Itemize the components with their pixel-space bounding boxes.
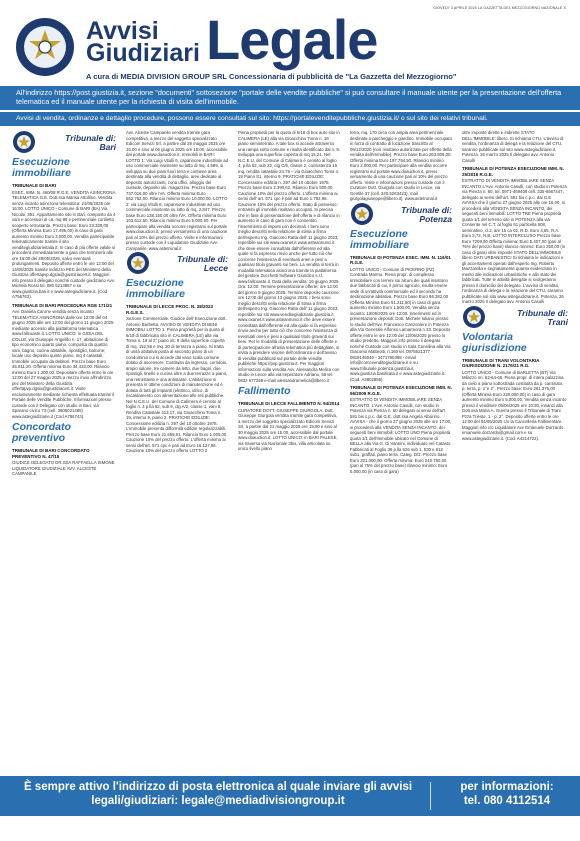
brand-line-avvisi: Avvisi [86, 17, 159, 45]
column-3 [238, 130, 340, 770]
column-1 [12, 130, 116, 770]
republic-seal-icon [14, 16, 76, 78]
notice-heading: TRIBUNALE DI LECCE PROC. N. 28/2023 R.G.E.S. [126, 304, 214, 315]
notice-body: ESEC. IMM. N. 460/08 R.G.E. VENDITA ASINCRONA TELEMATICA G.E. Dott.ssa Marisa Attollino. Vendita senza incanto asincrona telematica: 21/05/2025 ore 16:00. LOTTO UNICO - Comune di BARI (BA) Via Nicolai, 391. Appartamento sito in Bari, composto da 4 vani e accessori di ca. mq 98 e pertinenziale cortiletto scoperto retrostante. Prezzo base: Euro 23.328,00 (Offerta Minima Euro 17.496,00) in caso di gara aumento minimo Euro 3.000,00. Vendita partecipabile telematicamente tramite il sito venditegiudiziarieitalia.it. In caso di più offerte valide si procederà immediatamente a gara che terminerà alle ore 16:00 del 28/05/2025, salvo eventuali prolungamenti. Deposito offerte entro le ore 12:00 del 14/05/2025 tramite indirizzo PEC del Ministero della Giustizia offertapvp.dgsia@giustiziacert.it. Maggiori info presso il delegato nonché custode giudiziario Avv. Michela Rossi tel. 080 5213987 e su www.giustizia.bari.it e www.astegiudiziarie.it. (Cod A756763). [12, 189, 116, 299]
footer-banner [0, 776, 580, 816]
notice-columns [12, 130, 568, 770]
tribunale-header-bari [12, 132, 116, 154]
notice-heading: TRIBUNALE DI BARI CONCORDATO PREVENTIVO N. 47/15 [12, 448, 90, 459]
info-banner-manual: All'indirizzo https://post.giustizia.it, sezione "documenti" sottosezione "portale delle vendite pubbliche" si può consultare il manuale utente per la presentazione dell'offerta telematica ed il manuale utente per la richiesta di visita dell'immobile. [0, 86, 580, 110]
notice-body: oltre imposte dirette e indirette STATO DELL'IMMOBILE: libero. Si richiama CTU. L'avviso di vendita, l'ordinanza di delega e la relazione del CTU, saranno pubblicate sul sito www.astegiudiziarie.it. Potenza, 26 marzo 2025 Il delegato avv. Antonio Casulli [462, 130, 564, 163]
tribunale-seal-icon [350, 202, 374, 226]
footer-email-message: È sempre attivo l'indirizzo di posta elettronica al quale inviare gli avvisi legali/giudiziari: legale@mediadivisiongroup.it [23, 781, 413, 807]
column-5 [462, 130, 568, 770]
tribunale-label [517, 309, 568, 327]
brand-avvisi-giudiziari [86, 17, 200, 67]
footer-info-label: per informazioni: [460, 781, 554, 793]
notice-body: ESTRATTO DI VENDITA IMMOBILIARE SENZA INCANTO L'Avv. Antonio Casulli, con studio in Potenza via Pienza n. 60, tel. 0971-469408 cell. 335-6667447, delegato ai sensi dell'art. 591 bis c.p.c. dal G.E. AVVISA che il giorno 27 giugno 2025 alle ore 16,00, si procederà alla VENDITA SENZA INCANTO, dei seguenti beni immobili: LOTTO TRE Piena proprietà quota 1/1 del terreno sito in POTENZA alla via Consente nel C.T. al foglio 51 particella 608, seminativo, cl.2, are 15 ca 02, R.D. Euro 4,65, R.A. Euro 2,72, N.B. LOTTO INTERCLUSO Prezzo base Euro 7209,00 Offerta minima: Euro 5.407,00 (pari al 75% del prezzo base) rilancio minimo: Euro 250,00 (in caso di gara) oltre imposte STATO DELL'IMMOBILE libero DATI URBANISTICI Si richiama le indicazioni e gli accertamenti operati dall'esperto Ing. Roberto Mazzarella e segnatamente quanto evidenziato in merito alle indicazioni urbanistiche e allo stato dei fabbricati. Tutte le attività delegate si svolgeranno presso il domicilio del delegato. L'avviso di vendita, l'ordinanza di delega e la relazione del CTU, saranno pubblicate sul sito www.astegiudiziarie.it. Potenza, 26 marzo 2025 Il delegato avv. Antonio Casulli [462, 178, 567, 304]
notice-heading: TRIBUNALE DI BARI [12, 183, 56, 188]
column-2 [126, 130, 228, 770]
tribunale-prefix: Tribunale di: [65, 133, 116, 143]
tribunale-city: Trani [547, 316, 568, 327]
notice-heading: TRIBUNALE DI POTENZA ESECUZIONE IMM. N. 25/2016 R.G.E. [462, 166, 564, 177]
notice-heading: TRIBUNALE DI POTENZA ESECUZIONE IMM. N. 56/2009 R.G.E. [350, 385, 452, 396]
brand-line-giudiziari: Giudiziari [86, 39, 200, 67]
tribunale-seal-icon [12, 130, 36, 154]
footer-contact [448, 780, 566, 808]
notice-body: ESTRATTO DI VENDITA IMMOBILIARE SENZA INCANTO. L'Avv. Antonio Casulli, con studio in Potenza via Pienza n. 60 delegato ai sensi dell'art. 591 bis c.p.c. dal G.E. dott.ssa Angela Alborino. AVVISA - che il giorno 27 giugno 2025 alle ore 17:00, si procederà alla VENDITA SENZA INCANTO, dei seguenti beni immobili: LOTTO UNO Piena proprietà quota 1/1 dell'immobile ubicato nel Comune di BELLA alla Via G. Di Vannini, individuato nel Catasto Fabbricati al Foglio 36 p.lla 526 sub 1, 530 e 612 sub1, graffati, piano terra, Categ. D/2. Prezzo base Euro 321.000,00. Offerta minima: Euro 240.750,00 (pari al 75% del prezzo base) rilancio minimo: Euro 5.000,00 (in caso di gara) [350, 397, 452, 474]
brand-legale: Legale [206, 8, 378, 71]
footer-divider [430, 782, 431, 810]
info-banner-portal: Avvisi di vendita, ordinanze e dettaglio procedure, possono essere consultati sul sito: https://portalevenditepubbliche.giustizia.it/ o sul sito dei relativi tribunali. [0, 112, 580, 126]
notice-body: terra, mq. 170 circa con ampia area pertinenziale destinata a parcheggio e giardino. Immobile occupato in forza di contratto di locazione trascritto al 09/12/2020 (non risultano autorizzate per effetto della vendita dell'immobile). Prezzo base Euro 263.806,00. Offerta minima Euro 197.794,50. Rilancio minimo Euro 2.000,00. Per partecipare alla vendita occorre registrarsi sul portale www.doauction.it, previo versamento di una cauzione pari al 10% del prezzo offerto. Visite e informazioni presso custode con il Curatore Dott. Giurgola con studio in Lecce, via Gentile 37 (cell. 340.5263423), mail giurgolagiuseppe@libero.it), www.astetrunal.it [350, 130, 452, 201]
page-topline: GIOVEDI' 3 APRILE 2025 LA GAZZETTA DEL MEZZOGIORNO NAZIONALE X [433, 6, 566, 10]
section-title: Esecuzione immobiliare [350, 227, 409, 251]
notice-body: LOTTO UNICO - Comune di PICERNO (PZ) Contrada Marmo. Piena propr. di complesso immobiliare con terreni sui alcuni dei quali insistono due fabbricati di cui, il primo agricolo, risulta essere sede di un'attività commerciale ed il secondo ha destinazione abitativa. Prezzo base Euro 66.282,00 (Offerta Minima Euro 51.211,50) in caso di gara aumento minimo Euro 1.500,00. Vendita senza incanto: 13/06/2025 ore 12:00. Inserimenti ed in presentazione depositi: Dott. Michele Iuliano presso lo studio dell'Avv. Francesco Canzoniere in Potenza alla Via Generale Alfonso Lamarmora n.33. Deposito offerte entro le ore 12:00 del 12/06/2025 presso lo studio predetto. Maggiori info presso il delegato nonché Custode con studio in Sala Consilina alla Via Giacomo Matteotti, n.160 tel. 0975521377 - 0818146046 - 3471790398 - email info@corcevenditegiudiziarie.it e su www.tribunale.potenza.giustizia.it, www.giustizia.basilicata.it e www.astegiudiziarie.it. (Cod. A3802855). [350, 266, 451, 382]
tribunale-city: Bari [99, 142, 116, 152]
tribunale-label [177, 255, 228, 273]
notice-heading: TRIBUNALE DI LECCE FALLIMENTO N. 94/2014 [238, 401, 340, 406]
tribunale-seal-icon [126, 251, 150, 275]
tribunale-prefix: Tribunale di: [177, 254, 228, 264]
tribunale-label [401, 206, 452, 224]
notice-body: Avv. Daniela Carone vendita senza incanto TELEMATICA ASINCRONA dalle ore 12:00 del 04 giugno 2025 alle ore 12:00 del giorno 11 giugno 2025 mediante accesso alla piattaforma telematica www.fallcoaste.it. LOTTO UNICO: in GIOIA DEL COLLE, via Giuseppe Angelillo n. 17, abitazione di tipo economico quarto piano, composta da quattro vani, bagno, cucina abitabile, ripostiglio, balcone; locale uso deposito quinto piano, mq 4 catastali. Immobile occupato da debitori. Prezzo base Euro 45.911,20. Offerta minima Euro 34.433,00. Rilancio minimo Euro 1.200,00. Depositare offerta entro le ore 12:00 del 27 maggio 2025 a mezzo invio all'indirizzo pec del Ministero della Giustizia offertapvp.dgsia@giustiziacert.it. Visite esclusivamente mediante richiesta effettuata tramite il Portale delle Vendite Pubbliche. Informazioni presso custode con il Delegato con studio in Bari, via Sparano civico 73 (cell. 3806021485) www.astegiudiziarie.it (Cod A786743). [12, 309, 115, 419]
notice-body: Avv. Alceste Campanile vendita tramite gara competitiva, a mezzo del soggetto specializzato Edicom Servizi Srl, a partire dal 28 maggio 2025 ore 15.00 e sino al 06 giugno 2025 ore 15:00, accessibile dal portale www.doauction.it. Immobili in BARI: LOTTO 1: Via Luigi Vitulli 6, capannone industriale ad uso commerciale insistente su lotto di mq. 4.589, si sviluppa su due piani fuori terra e contiene area destinata alla vendita di dettaglio, aree dedicate al deposito autorizzanti, zona uffici, alloggio del custode, deposito olii, magazzino. Prezzo base Euro 737.016,00 oltre IVA. Offerta minima Euro 552.762,00. Rilancio minimo Euro 10.000,00. LOTTO 2: via Luigi Vitulli 6, capannone industriale ad uso commerciale insistente su lotto di mq. 2.847. Prezzo base Euro 138.150,00 oltre IVA. Offerta minima Euro 103.612,50. Rilancio minimo Euro 5.000,00. Per partecipare alla vendita occorre registrarsi sul portale www.doauction.it, previo versamento di una cauzione pari al 10% del prezzo offerto. Visite e informazioni presso custode con il Liquidatore Giudiziale Avv. Campanile, www.astetrunal.it [126, 130, 228, 251]
tribunale-header-trani [462, 307, 568, 329]
notice-body: GIUDICE DELEGATO DR.SSA RAFFAELLA SIMONE LIQUIDATORE GIUDIZIALE AVV. ALCESTE CAMPANILE [12, 460, 115, 476]
tribunale-city: Lecce [203, 263, 228, 273]
notice-heading: TRIBUNALE DI BARI PROCEDURA RGE 171/21 [12, 302, 113, 308]
footer-phone: tel. 080 4112514 [463, 795, 551, 807]
section-title: Esecuzione immobiliare [126, 277, 185, 300]
column-4 [350, 130, 452, 770]
notice-body: CURATORE DOTT. GIUSEPPE GIURGOLA. Dott. Giuseppe Giurgola vendita tramite gara competitiva, a mezzo del soggetto specializzato Edicom Servizi Srl, a partire dal 21 maggio 2025 ore 15.00 e sino al 30 maggio 2025 ore 15.00, accessibile dal portale www.doauction.it. LOTTO UNICO: in BARI PALESE, via traversa via Nazionale 3bis, villa articolata su unico livello piano [238, 407, 338, 451]
tribunale-label [65, 134, 116, 152]
masthead-subtitle: A cura di MEDIA DIVISION GROUP SRL Concessionaria di pubblicità de "La Gazzetta del Mezzogiorno" [86, 72, 457, 81]
tribunale-prefix: Tribunale di: [517, 307, 568, 318]
tribunale-prefix: Tribunale di: [401, 204, 452, 215]
tribunale-seal-icon [462, 305, 486, 329]
section-title: Concordato preventivo [12, 421, 71, 444]
notice-body: Sezione Commerciale. Giudice dell' Esecuzione dott. Antonio Barbetta. AVVISO DI VENDITA DI BENI IMMOBILI LOTTO 1. Piena proprietà per la quota di 6/18 di fabbricato sito in CALIMERA (LE) alla via Toma n. 19 al 2° piano int. 9 della superficie coperta di mq. 152,56 e mq. 30 di terrazza a piano. Si tratta di unità abitativa posta al secondo piano di un condominio cui si accede dal vano scala comune dotato di ascensore. Costituita da ingresso, corridoio, ampio salone, tre camere da letto, due bagni, due ripostigli, tinello e cucina oltre a due terrazze a piano, una retrostante e una antistante. L'abitazione si presenta in ottime condizioni di manutenzione ed è dotata di tutti gli impianti (elettrico, idrico, di riscaldamento con alimentazione alle reti pubbliche. Nel N.C.E.U. del Comune di Calimera è censito al foglio n. 4 p.lla 62, sub 9, ctg A/2, classe 1, vani 8, Rendita Catastale 413,17, via Gioacchino Toma n. 19, interno 9, piano 2. PRATICHE EDILIZIE: Concessione edilizia n. 297 del 10 ottobre 1978. L'immobile presenta difformità edilizie regolarizzabili. Prezzo base Euro 21.669,81. Rilancio Euro 1.000,00. Cauzione 10% del prezzo offerto. L'offerta minima ai sensi dell'art. 571 cpc è pari ad Euro 16.127,96. Cauzione 10% del prezzo offerto LOTTO 2 [126, 316, 228, 453]
tribunale-city: Potenza [419, 213, 452, 224]
notice-heading: TRIBUNALE DI POTENZA ESEC. IMM. N. 116/01 R.G.E. [350, 254, 451, 265]
tribunale-header-potenza [350, 204, 452, 226]
notice-body: Piena proprietà per la quota di 6/18 di box auto sito in CALIMERA (LE) alla via Gioacchino Toma n. 19 piano seminterrato. A tale box si accede attraverso una rampa sotto comune e risulta identificato dal n. 9. Sviluppa una superficie coperta di mq 15,21. Nel N.C.E.U. del Comune di Calimera è censito al foglio 4, p.lla 62, sub 22, ctg C/6, classe 2, consistenza 16 mq, rendita catastale 24,79 – via Gioacchino Toma n. 19 Piano S1, interno 9. PRATICHE EDILIZIE: Concessione edilizia n. 297 del 10 ottobre 1978. Prezzo base Euro 2.390,62. Rilancio Euro 500,00. Cauzione 10% del prezzo offerto. L'offerta minima ai sensi dell' art. 571 cpc è pari ad Euro 1.792,96. Cauzione 10% del prezzo offerto. Stato di possesso: entrambi gli immobili risultano occupati. Si precisa che in fase di presentazione dell'offerta e di rilancio in aumento in caso di gara non è consentito l'inserimento di importi con decimali. I beni sono meglio descritti nella relazione di stima a firma dell'esperto Ing. Giacomo Ratta dell' 11 giugno 2023, reperibile sui siti www.oxanet.it www.asteannunci.it che deve essere consultata dall'offerente ed alla quale si fa espresso rinvio anche per tutto ciò che concerne l'esistenza di eventuali oneri e pesi a qualsiasi titolo gravanti sui beni. La vendita si terrà in modalità telematica asincrona tramite la piattaforma del gestore Zucchetti Software Giuridico s.r.l. www.fallcoaste.it. Data della vendita: 16 giugno 2025 Ora: 12:00. Termine presentazione offerte: ore 12:00 del giorno 9 giugno 2025. Termine deposito cauzione: ore 12:00 del giorno 13 giugno 2025. I beni sono meglio descritti nella relazione di stima a firma dell'esperto Ing. Giacomo Ratta dell' 11 giugno 2023, reperibile sui siti www.venditegiudiziarie.giustizia.it www.oxanet.it www.asteannunci.it che deve essere consultata dall'offerente ed alla quale si fa espresso rinvio anche per tutto ciò che concerne l'esistenza di eventuali oneri e pesi a qualsiasi titolo gravanti sui beni. Per le modalità di presentazione delle offerte e di partecipazione all'asta telematica più dettagliate, si invita a prendere visione dell'ordinanza e dell'avviso di vendita pubblicati sul portale delle vendite pubbliche https://pvp.giustizia.it. Per maggiori informazioni sulla vendita Avv. Alessandra Melica con studio in Lecce alla via Imperatore Adriano, 58 tel. 0832 677299 e-mail alessandramelica@libero.it [238, 130, 340, 383]
notice-heading: TRIBUNALE DI TRANI VOLONTARIA GIURISDIZIONE N. 2176/21 R.G. [462, 357, 540, 368]
section-title: Esecuzione immobiliare [12, 156, 71, 179]
section-title: Volontaria giurisdizione [462, 330, 527, 354]
notice-body: LOTTO UNICO - Comune di BARLETTA (BT) Via Milazzo nn. 62-64-66. Piena propr. di intera palazzina da cielo a piano sottostrada costituita da p. cantinato, p. terra, p. 1°e 2°. Prezzo base: Euro 261.375,00 (Offerta Minima Euro 220.000,00) in caso di gara aumento minimo Euro 5.000,00. Vendita senza incanto presso il venditore 05/06/2025 ore 10:30, innanzi alla Dott.ssa Maria A. Guerra presso il Tribunale di Trani Pzza Trieste, 1 - p. 2°. Deposito offerte entro le ore 12:00 del 04/06/2025 c/o la Cancelleria Fallimentare. Maggiori info c/o Liquidatore Avv Emanuele Dorzardo emanuele.dorzardo@gmail.com e su www.astegiudiziarie.it. (Cod. A4314722). [462, 369, 567, 441]
section-title: Fallimento [238, 385, 291, 397]
tribunale-header-lecce [126, 253, 228, 275]
